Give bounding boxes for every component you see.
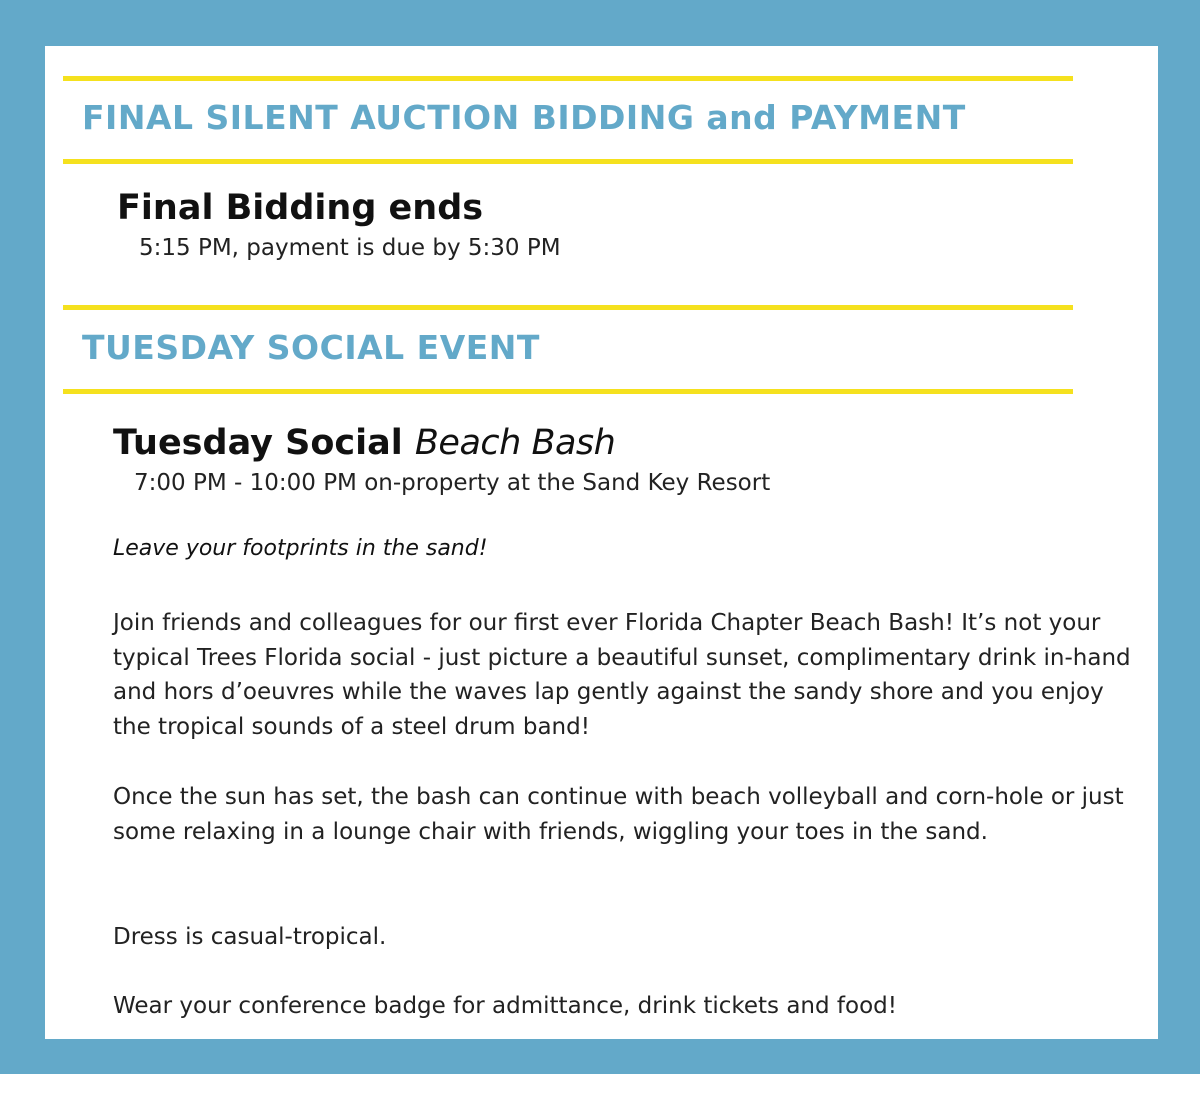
section-divider-top (63, 76, 1073, 81)
event-title-final-bidding: Final Bidding ends (117, 188, 484, 228)
event-title-plain: Tuesday Social (113, 423, 403, 463)
event-tagline: Leave your footprints in the sand! (113, 536, 488, 561)
section-divider-bottom (63, 159, 1073, 164)
admittance-note-text: Wear your conference badge for admittance, drink tickets and food! (113, 993, 897, 1019)
section-title-auction: FINAL SILENT AUCTION BIDDING and PAYMENT (82, 98, 966, 137)
event-description-paragraph: Join friends and colleagues for our first ever Florida Chapter Beach Bash! It’s not your typical Trees Florida social - just picture a beautiful sunset, complimentary drink in-hand and hors d’oeuvres while the waves lap gently against the sandy shore and you enjoy the tropical sounds of a steel drum band! (113, 610, 1131, 741)
event-title-script: Beach Bash (414, 423, 616, 463)
event-details-beach-bash: 7:00 PM - 10:00 PM on-property at the Sand Key Resort (134, 470, 771, 496)
section-title-social: TUESDAY SOCIAL EVENT (82, 328, 540, 367)
event-description-paragraph: Once the sun has set, the bash can continue with beach volleyball and corn-hole or just some relaxing in a lounge chair with friends, wiggling your toes in the sand. (113, 784, 1124, 845)
section-divider-top (63, 305, 1073, 310)
event-title-beach-bash (113, 423, 615, 463)
section-divider-bottom (63, 389, 1073, 394)
dress-code-text: Dress is casual-tropical. (113, 924, 387, 950)
event-details-final-bidding: 5:15 PM, payment is due by 5:30 PM (139, 235, 561, 261)
